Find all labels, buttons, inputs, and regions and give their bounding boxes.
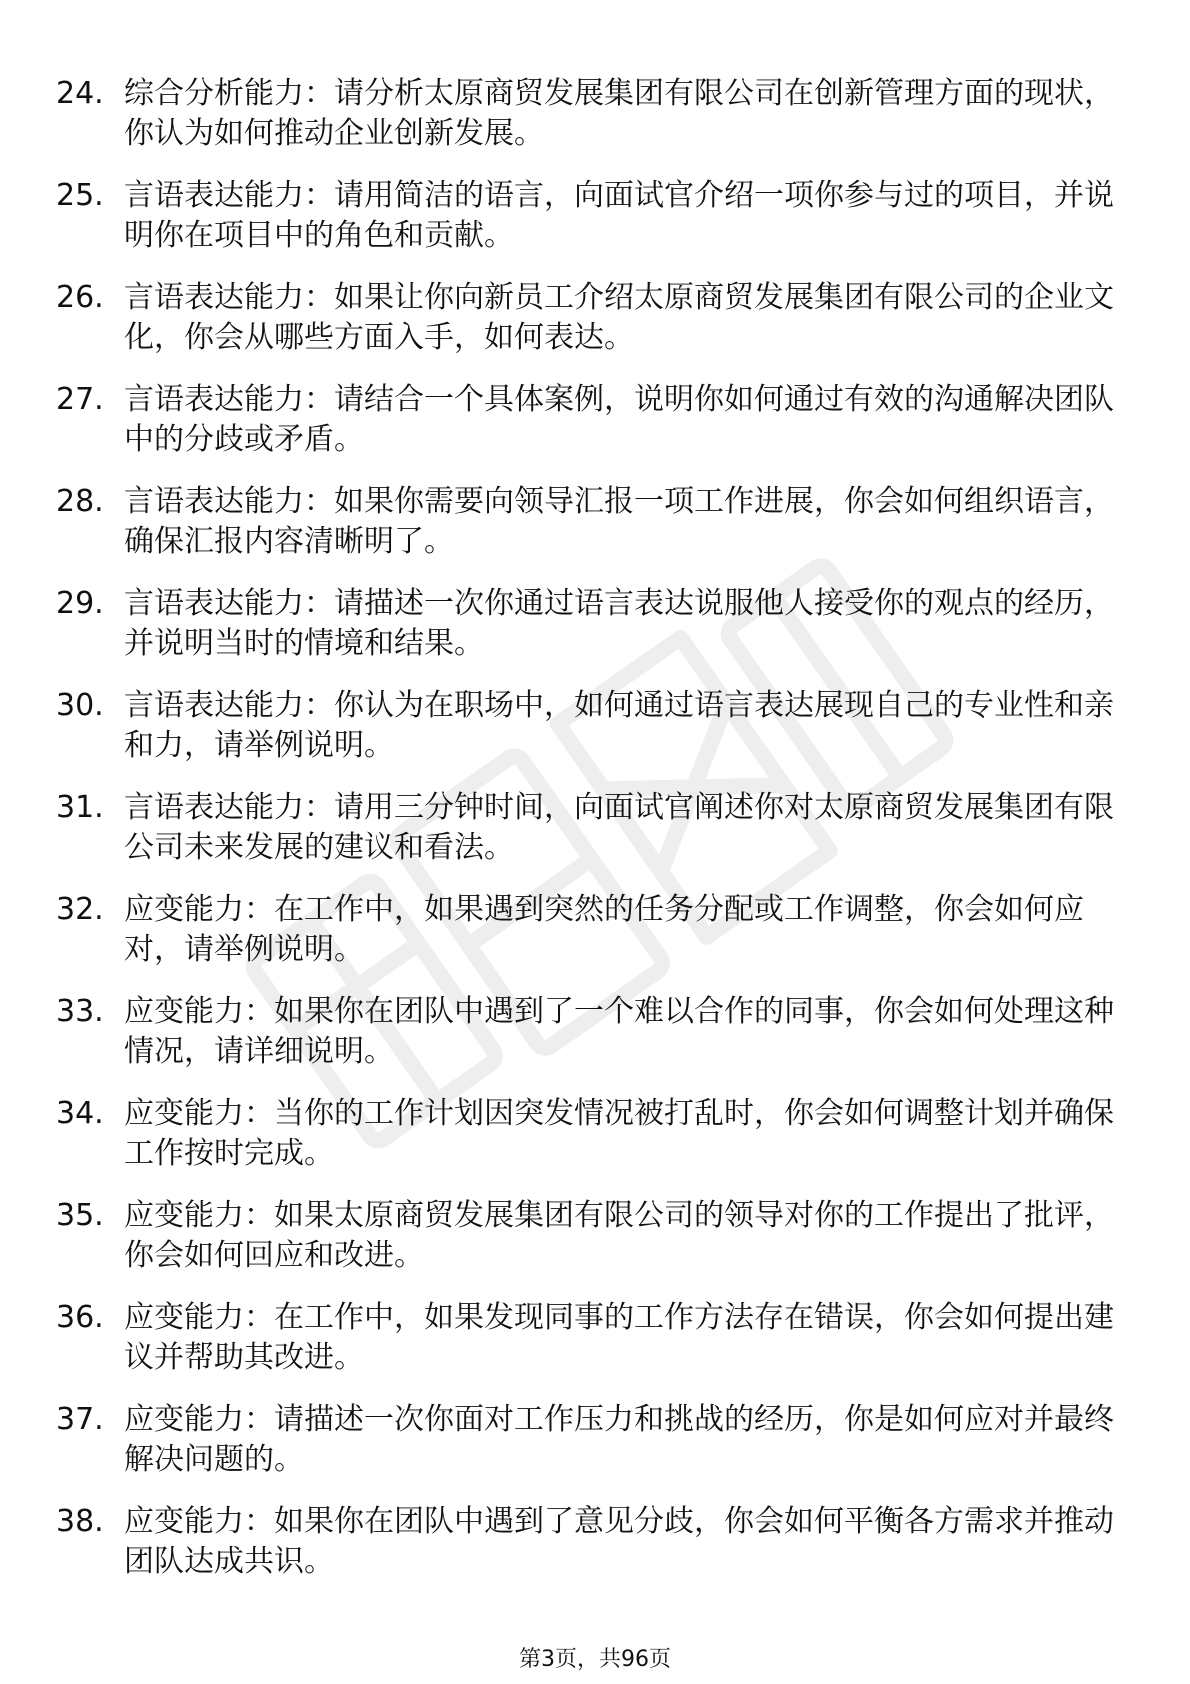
question-text: 应变能力：如果你在团队中遇到了意见分歧，你会如何平衡各方需求并推动团队达成共识。 xyxy=(124,1504,1114,1579)
question-number: 35. xyxy=(56,1198,104,1233)
question-text: 应变能力：在工作中，如果遇到突然的任务分配或工作调整，你会如何应对，请举例说明。 xyxy=(124,892,1084,967)
question-text: 应变能力：当你的工作计划因突发情况被打乱时，你会如何调整计划并确保工作按时完成。 xyxy=(124,1096,1114,1171)
question-item xyxy=(56,74,1116,176)
question-text: 言语表达能力：请用简洁的语言，向面试官介绍一项你参与过的项目，并说明你在项目中的角色和贡献。 xyxy=(124,178,1114,253)
question-item xyxy=(56,482,1116,584)
question-item xyxy=(56,992,1116,1094)
question-item xyxy=(56,1094,1116,1196)
question-item xyxy=(56,1196,1116,1298)
question-number: 32. xyxy=(56,892,104,927)
question-number: 31. xyxy=(56,790,104,825)
question-item xyxy=(56,686,1116,788)
question-item xyxy=(56,1298,1116,1400)
question-text: 应变能力：如果太原商贸发展集团有限公司的领导对你的工作提出了批评，你会如何回应和改进。 xyxy=(124,1198,1114,1273)
question-item xyxy=(56,788,1116,890)
question-text: 应变能力：在工作中，如果发现同事的工作方法存在错误，你会如何提出建议并帮助其改进。 xyxy=(124,1300,1114,1375)
question-text: 综合分析能力：请分析太原商贸发展集团有限公司在创新管理方面的现状，你认为如何推动企业创新发展。 xyxy=(124,76,1114,151)
question-number: 37. xyxy=(56,1402,104,1437)
question-text: 言语表达能力：如果让你向新员工介绍太原商贸发展集团有限公司的企业文化，你会从哪些方面入手，如何表达。 xyxy=(124,280,1114,355)
question-number: 28. xyxy=(56,484,104,519)
question-text: 言语表达能力：如果你需要向领导汇报一项工作进展，你会如何组织语言，确保汇报内容清晰明了。 xyxy=(124,484,1114,559)
question-number: 24. xyxy=(56,76,104,111)
question-item xyxy=(56,176,1116,278)
page-number-label: 第3页，共96页 xyxy=(519,1647,671,1672)
question-number: 27. xyxy=(56,382,104,417)
question-item xyxy=(56,890,1116,992)
question-number: 26. xyxy=(56,280,104,315)
question-item xyxy=(56,380,1116,482)
question-text: 言语表达能力：你认为在职场中，如何通过语言表达展现自己的专业性和亲和力，请举例说明。 xyxy=(124,688,1114,763)
question-item xyxy=(56,1502,1116,1604)
question-number: 36. xyxy=(56,1300,104,1335)
question-item xyxy=(56,584,1116,686)
page-footer xyxy=(0,1646,1190,1674)
question-number: 34. xyxy=(56,1096,104,1131)
question-text: 言语表达能力：请描述一次你通过语言表达说服他人接受你的观点的经历，并说明当时的情境和结果。 xyxy=(124,586,1114,661)
question-number: 29. xyxy=(56,586,104,621)
question-number: 25. xyxy=(56,178,104,213)
question-text: 应变能力：请描述一次你面对工作压力和挑战的经历，你是如何应对并最终解决问题的。 xyxy=(124,1402,1114,1477)
question-list xyxy=(56,74,1116,1604)
question-text: 言语表达能力：请用三分钟时间，向面试官阐述你对太原商贸发展集团有限公司未来发展的建议和看法。 xyxy=(124,790,1114,865)
question-number: 30. xyxy=(56,688,104,723)
question-item xyxy=(56,1400,1116,1502)
question-text: 应变能力：如果你在团队中遇到了一个难以合作的同事，你会如何处理这种情况，请详细说明。 xyxy=(124,994,1114,1069)
question-number: 38. xyxy=(56,1504,104,1539)
question-number: 33. xyxy=(56,994,104,1029)
question-text: 言语表达能力：请结合一个具体案例，说明你如何通过有效的沟通解决团队中的分歧或矛盾。 xyxy=(124,382,1114,457)
question-item xyxy=(56,278,1116,380)
